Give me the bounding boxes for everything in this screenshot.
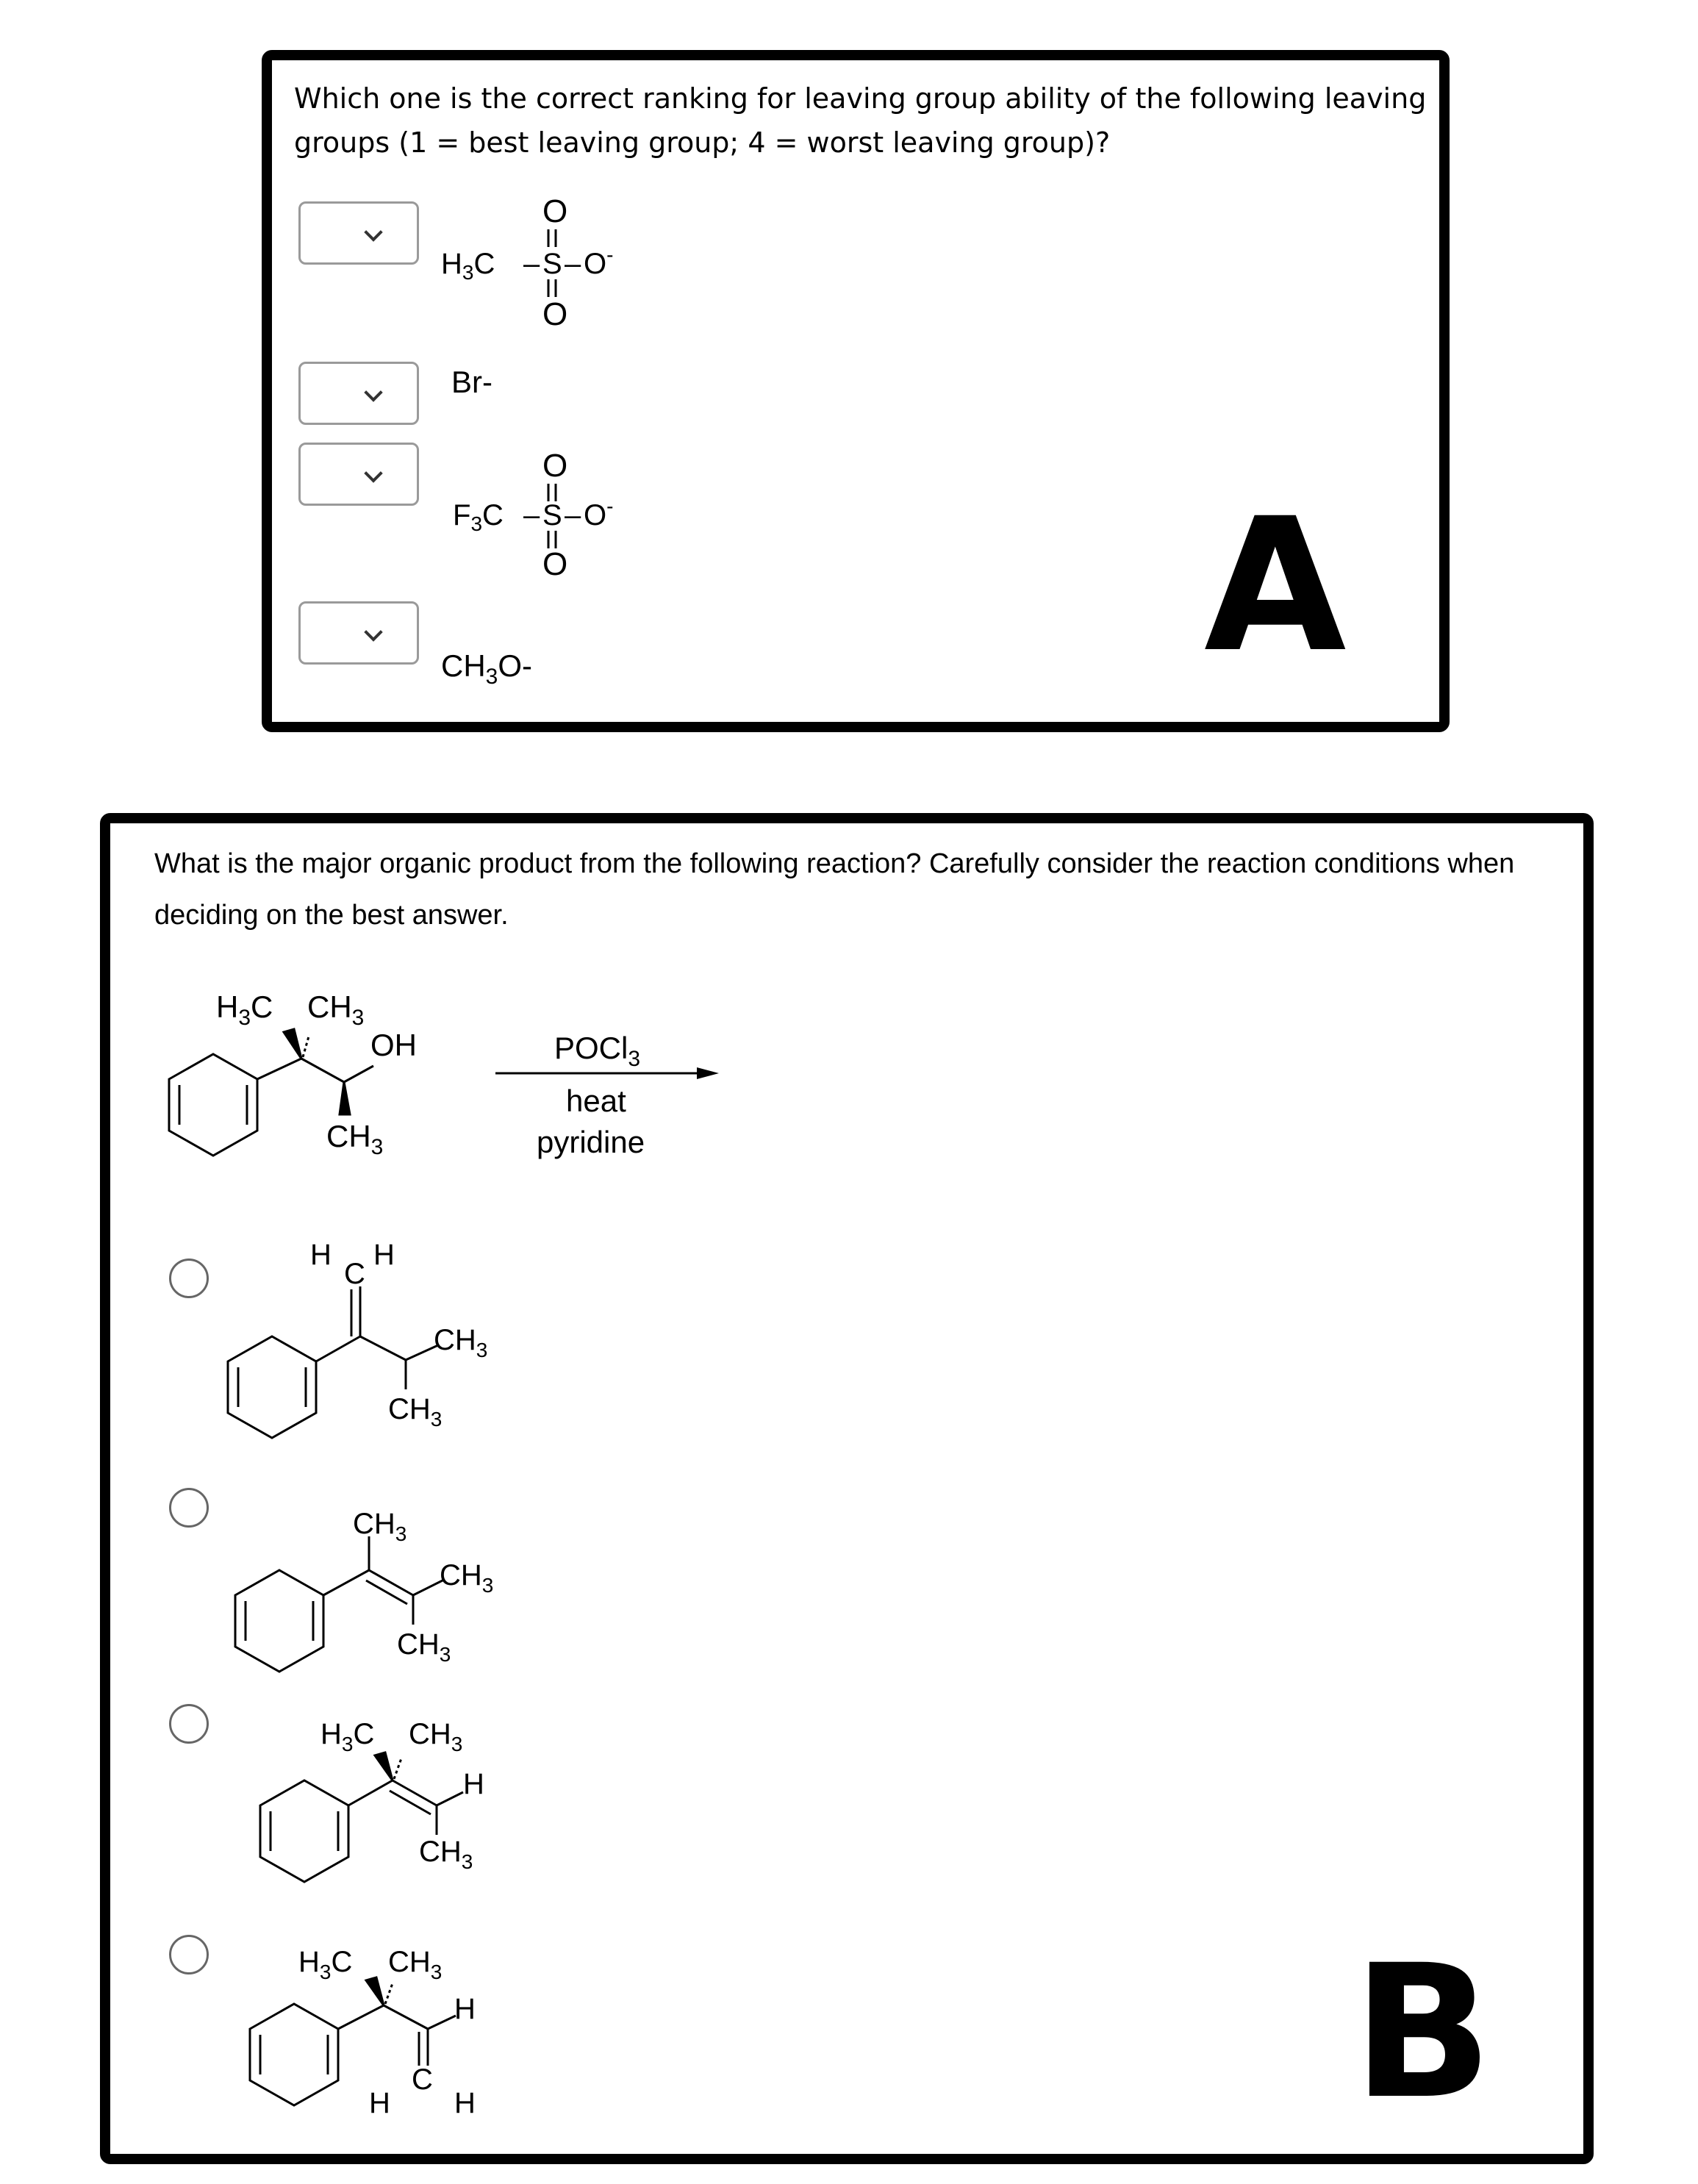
svg-text:CH3: $CH_3$ bbox=[397, 1628, 451, 1666]
choice-1-labels bbox=[310, 1239, 487, 1431]
triflate-structure bbox=[453, 448, 613, 582]
bromide-label: Br- bbox=[451, 365, 492, 399]
bond-dash: – bbox=[565, 499, 581, 531]
reagent-heat: heat bbox=[566, 1084, 626, 1118]
svg-text:C: C bbox=[412, 2063, 433, 2096]
sulfonyl-oxygen-bottom: O bbox=[542, 296, 568, 332]
choice-2-labels bbox=[353, 1508, 493, 1666]
sulfonyl-oxygen-top: O bbox=[542, 448, 568, 484]
svg-text:CH3: $CH_3$ bbox=[388, 1393, 443, 1431]
sulfur-atom: S bbox=[542, 499, 562, 531]
svg-text:H3C: $H_3C$ bbox=[441, 248, 495, 284]
methoxide-label: $CH_3O-$ bbox=[441, 648, 533, 689]
svg-text:O-: O- bbox=[584, 495, 614, 531]
sulfur-atom: S bbox=[542, 248, 562, 280]
svg-text:CH3: $CH_3$ bbox=[307, 989, 365, 1030]
svg-text:OH: OH bbox=[370, 1028, 417, 1062]
question-panel-a bbox=[262, 50, 1450, 732]
question-a-text: Which one is the correct ranking for leaving group ability of the following leaving groups (1 = best leaving group; 4 = worst leaving group)? bbox=[294, 82, 1427, 159]
svg-text:CH3: $CH_3$ bbox=[388, 1946, 443, 1983]
svg-text:F3C: $F_3C$ bbox=[453, 499, 504, 535]
question-b-text: What is the major organic product from the following reaction? Carefully consider the reaction conditions when deciding on the best answer. bbox=[154, 848, 1515, 931]
reagent-pocl3: POCl$_3$ bbox=[554, 1031, 641, 1071]
reaction-arrow bbox=[495, 1067, 719, 1079]
reactant-labels bbox=[216, 989, 417, 1159]
svg-text:CH3: $CH_3$ bbox=[326, 1119, 384, 1159]
svg-text:H3C: $H_3C$ bbox=[216, 989, 273, 1030]
svg-text:CH3: $CH_3$ bbox=[409, 1718, 463, 1755]
svg-text:H3C: $H_3C$ bbox=[320, 1718, 375, 1755]
methanesulfonate-structure bbox=[441, 193, 613, 332]
svg-text:H: H bbox=[369, 2087, 390, 2119]
corner-letter-b: B bbox=[1353, 1925, 1493, 2139]
reagent-pyridine: pyridine bbox=[537, 1125, 645, 1159]
choice-4-labels bbox=[298, 1946, 476, 2119]
svg-text:H3C: $H_3C$ bbox=[298, 1946, 353, 1983]
svg-text:H: H bbox=[373, 1239, 395, 1271]
choice-3-labels bbox=[320, 1718, 484, 1873]
svg-text:CH3: $CH_3$ bbox=[353, 1508, 407, 1545]
svg-text:CH3: $CH_3$ bbox=[434, 1324, 488, 1361]
svg-text:CH3: $CH_3$ bbox=[440, 1559, 494, 1597]
bond-dash: – bbox=[523, 499, 540, 531]
svg-text:O-: O- bbox=[584, 243, 614, 280]
svg-text:H: H bbox=[310, 1239, 332, 1271]
svg-text:H: H bbox=[454, 1993, 476, 2025]
bond-dash: – bbox=[565, 248, 581, 280]
svg-text:CH3: $CH_3$ bbox=[419, 1836, 473, 1873]
sulfonyl-oxygen-top: O bbox=[542, 193, 568, 229]
question-panel-b bbox=[100, 813, 1594, 2164]
bond-dash: – bbox=[523, 248, 540, 280]
reagent-labels bbox=[537, 1031, 645, 1159]
corner-letter-a: A bbox=[1204, 479, 1347, 692]
sulfonyl-oxygen-bottom: O bbox=[542, 546, 568, 582]
svg-text:C: C bbox=[344, 1258, 365, 1290]
svg-text:H: H bbox=[454, 2087, 476, 2119]
svg-text:H: H bbox=[463, 1768, 484, 1800]
